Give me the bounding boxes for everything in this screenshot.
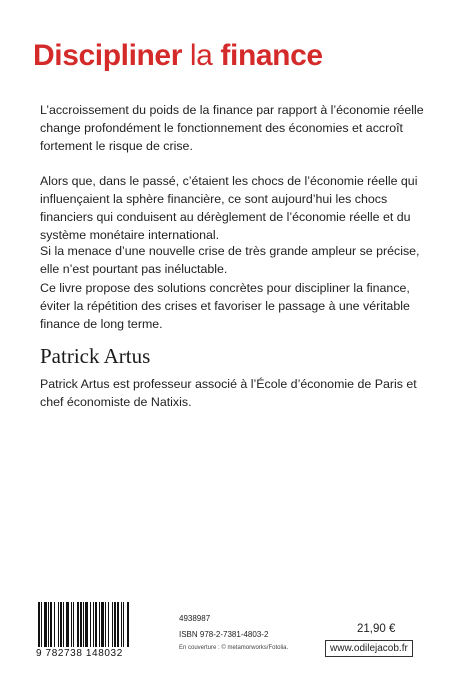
title-word-3: finance — [220, 39, 323, 72]
isbn-number: ISBN 978-2-7381-4803-2 — [179, 630, 269, 639]
blurb-paragraph-2: Alors que, dans le passé, c’étaient les chocs de l’économie réelle qui influençaient la sphère financière, ce sont aujourd’hui les chocs financiers qui conduisent au dérèglement de l’économie réelle et du système monétaire international. — [40, 174, 418, 242]
cover-credit: En couverture : © metamorworks/Fotolia. — [179, 645, 289, 651]
price: 21,90 € — [357, 623, 396, 635]
barcode-digits: 9 782738 148032 — [36, 648, 123, 659]
publisher-url: www.odilejacob.fr — [325, 640, 413, 657]
author-bio: Patrick Artus est professeur associé à l’École d’économie de Paris et chef économiste de Natixis. — [40, 377, 417, 409]
blurb-paragraph-4: Ce livre propose des solutions concrètes pour discipliner la finance, éviter la répétition des crises et favoriser le passage à une véritable finance de long terme. — [40, 281, 410, 331]
isbn-barcode — [36, 602, 171, 659]
book-title — [33, 38, 323, 74]
author-name: Patrick Artus — [40, 344, 151, 368]
blurb-paragraph-1: L’accroissement du poids de la finance par rapport à l’économie réelle change profondément le fonctionnement des économies et accroît fortement le risque de crise. — [40, 103, 424, 153]
title-word-2: la — [189, 39, 213, 72]
product-code: 4938987 — [179, 614, 211, 623]
barcode-icon — [36, 602, 171, 647]
blurb-paragraph-3: Si la menace d’une nouvelle crise de très grande ampleur se précise, elle n’est pourtant pas inéluctable. — [40, 244, 420, 276]
title-word-1: Discipliner — [33, 39, 182, 72]
